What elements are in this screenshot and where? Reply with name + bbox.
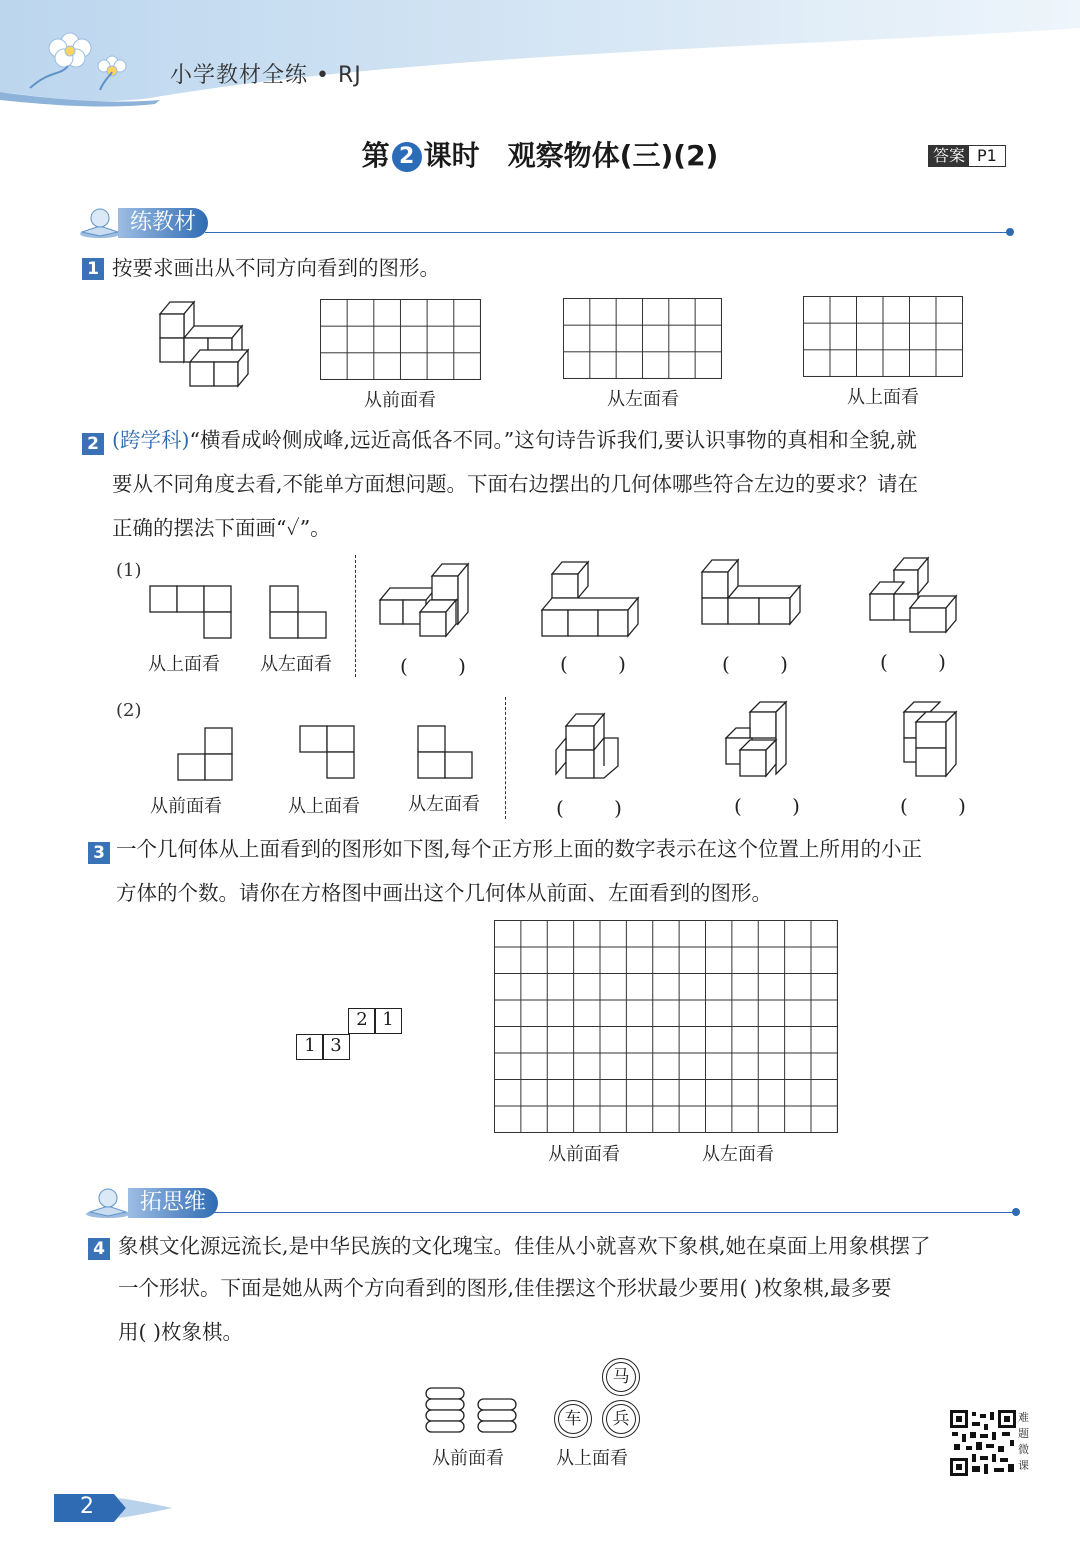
- section-divider: [214, 1212, 1016, 1213]
- chess-piece-horse: [602, 1358, 640, 1396]
- q2-1-answer-b[interactable]: ( ): [560, 652, 648, 676]
- qr-label: 难题微课: [1018, 1411, 1029, 1472]
- question-1-text: 按要求画出从不同方向看到的图形。: [112, 256, 440, 280]
- question-2-text: [112, 418, 1042, 462]
- question-3-number: 3: [88, 842, 110, 864]
- q2-1-option-c: [698, 558, 804, 628]
- q2-2-answer-c[interactable]: ( ): [900, 794, 988, 818]
- book-icon: [78, 206, 122, 240]
- chess-piece-soldier: [602, 1400, 640, 1438]
- qr-code-icon[interactable]: [950, 1410, 1016, 1476]
- q2-1-divider: [355, 555, 356, 677]
- chess-piece-label: 车: [558, 1404, 588, 1434]
- q2-2-view-left: [416, 724, 474, 780]
- question-4-number: 4: [88, 1238, 110, 1260]
- answer-page: P1: [977, 146, 997, 165]
- q2-1-caption-top: 从上面看: [148, 654, 220, 675]
- q2-2-option-c: [900, 700, 962, 780]
- q1-grid-top[interactable]: [803, 296, 963, 377]
- lesson-suffix: 课时: [423, 139, 480, 172]
- q1-grid-left[interactable]: [563, 298, 722, 379]
- question-4-line-3: 用( )枚象棋。: [118, 1320, 244, 1344]
- cross-subject-tag: (跨学科): [112, 428, 190, 452]
- q4-caption-top: 从上面看: [556, 1448, 628, 1469]
- q2-2-caption-left: 从左面看: [408, 794, 480, 815]
- q1-caption-top: 从上面看: [847, 387, 919, 408]
- section-practice: 练教材: [118, 208, 208, 238]
- q3-top-view-row-2: [296, 1034, 350, 1060]
- q2-1-answer-d[interactable]: ( ): [880, 650, 968, 674]
- q2-2-option-b: [722, 700, 792, 780]
- section-divider: [205, 232, 1010, 233]
- thinking-icon: [84, 1186, 132, 1220]
- lesson-number-badge: 2: [392, 142, 422, 172]
- q2-1-answer-c[interactable]: ( ): [722, 652, 810, 676]
- chess-piece-label: 马: [606, 1362, 636, 1392]
- q3-cell: 2: [348, 1008, 376, 1034]
- q2-1-caption-left: 从左面看: [260, 654, 332, 675]
- q2-1-answer-a[interactable]: ( ): [400, 654, 488, 678]
- question-2-number: 2: [82, 433, 104, 455]
- q2-1-option-a: [376, 560, 474, 640]
- q3-cell: 1: [374, 1008, 402, 1034]
- q2-part-2-label: (2): [116, 700, 142, 721]
- q4-front-view-stacks: [424, 1386, 520, 1436]
- section-divider-dot: [1006, 228, 1014, 236]
- q1-caption-front: 从前面看: [364, 390, 436, 411]
- q2-2-divider: [505, 697, 506, 819]
- answer-label: 答案: [929, 146, 969, 166]
- question-3-line-1: 一个几何体从上面看到的图形如下图,每个正方形上面的数字表示在这个位置上所用的小正: [116, 837, 923, 861]
- chess-piece-label: 兵: [606, 1404, 636, 1434]
- section-divider-dot: [1012, 1208, 1020, 1216]
- q3-cell: 1: [296, 1034, 324, 1060]
- series-title: 小学教材全练 • RJ: [170, 63, 362, 88]
- lesson-title: [0, 134, 1080, 174]
- q1-cube-figure: [155, 296, 255, 388]
- question-4-line-1: 象棋文化源远流长,是中华民族的文化瑰宝。佳佳从小就喜欢下象棋,她在桌面上用象棋摆了: [118, 1234, 931, 1258]
- question-1-number: 1: [82, 258, 104, 280]
- q3-caption-left: 从左面看: [702, 1144, 774, 1165]
- q3-top-view-row-1: [348, 1008, 402, 1034]
- q3-cell: 3: [322, 1034, 350, 1060]
- header-decoration: [0, 0, 1080, 110]
- q2-1-view-top: [148, 584, 234, 640]
- question-2-line-3: 正确的摆法下面画“✓”。: [112, 516, 331, 540]
- q2-2-view-top: [298, 724, 356, 780]
- q2-2-answer-b[interactable]: ( ): [734, 794, 822, 818]
- q2-2-caption-front: 从前面看: [150, 796, 222, 817]
- chess-piece-chariot: [554, 1400, 592, 1438]
- question-2-line-1: “横看成岭侧成峰,远近高低各不同。”这句诗告诉我们,要认识事物的真相和全貌,就: [189, 428, 917, 452]
- q2-2-option-a: [552, 712, 624, 782]
- q3-caption-front: 从前面看: [548, 1144, 620, 1165]
- question-4-line-2: 一个形状。下面是她从两个方向看到的图形,佳佳摆这个形状最少要用( )枚象棋,最多要: [118, 1276, 892, 1300]
- q4-caption-front: 从前面看: [432, 1448, 504, 1469]
- q2-1-option-d: [866, 556, 962, 636]
- answer-reference[interactable]: [928, 145, 1006, 167]
- q2-2-answer-a[interactable]: ( ): [556, 796, 644, 820]
- q1-grid-front[interactable]: [320, 299, 481, 380]
- q2-2-view-front: [176, 726, 236, 782]
- q2-2-caption-top: 从上面看: [288, 796, 360, 817]
- q3-drawing-grid[interactable]: [494, 920, 838, 1133]
- section-extend: 拓思维: [128, 1188, 218, 1218]
- q1-caption-left: 从左面看: [607, 389, 679, 410]
- question-3-line-2: 方体的个数。请你在方格图中画出这个几何体从前面、左面看到的图形。: [116, 881, 772, 905]
- question-2-line-2: 要从不同角度去看,不能单方面想问题。下面右边摆出的几何体哪些符合左边的要求？请在: [112, 472, 919, 496]
- page-number: 2: [80, 1494, 94, 1519]
- q2-1-option-b: [538, 560, 642, 640]
- q2-part-1-label: (1): [116, 560, 142, 581]
- page-number-tab: [54, 1490, 174, 1526]
- lesson-prefix: 第: [361, 139, 390, 172]
- lesson-name: 观察物体(三)(2): [507, 139, 719, 172]
- q2-1-view-left: [268, 584, 328, 640]
